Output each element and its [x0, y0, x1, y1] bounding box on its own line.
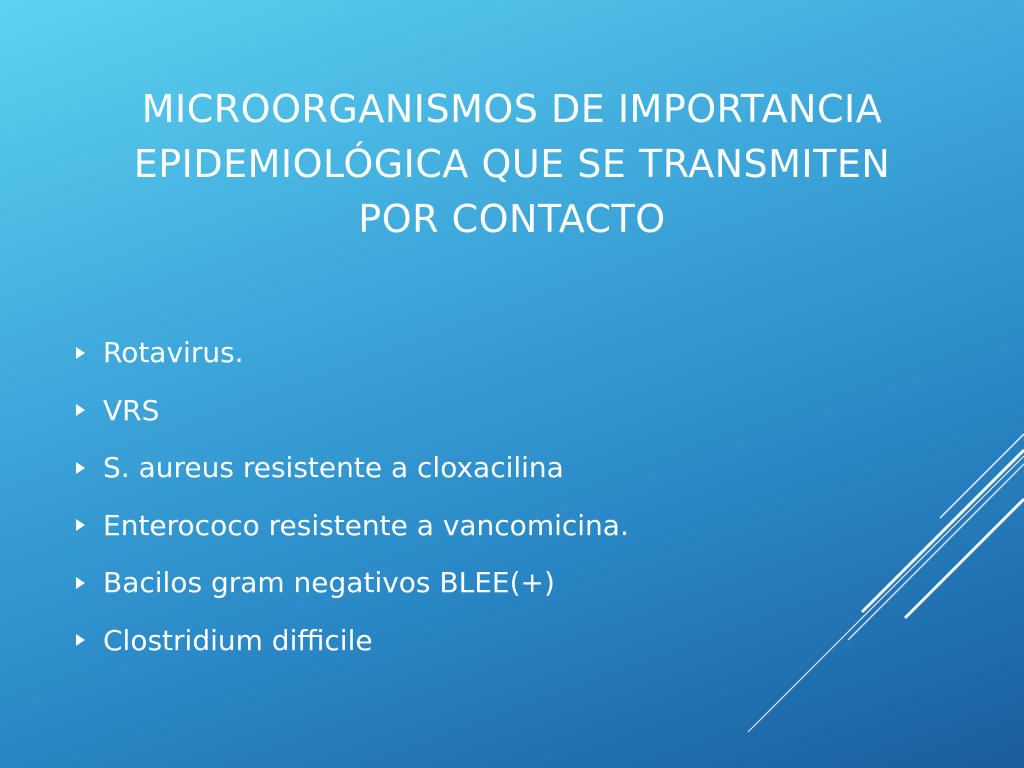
- bullet-text: Clostridium difficile: [103, 623, 373, 657]
- decorative-line: [848, 464, 1024, 640]
- bullet-item: [76, 497, 629, 555]
- bullet-item: [76, 324, 629, 382]
- bullet-item: [76, 382, 629, 440]
- triangle-bullet-icon: [76, 519, 85, 531]
- bullet-list: [76, 324, 629, 669]
- bullet-item: [76, 554, 629, 612]
- title-line-1: MICROORGANISMOS DE IMPORTANCIA: [141, 87, 883, 131]
- title-line-2: EPIDEMIOLÓGICA QUE SE TRANSMITEN: [133, 142, 891, 186]
- bullet-item: [76, 612, 629, 670]
- triangle-bullet-icon: [76, 634, 85, 646]
- triangle-bullet-icon: [76, 347, 85, 359]
- decorative-line: [955, 451, 1024, 520]
- bullet-text: Enterococo resistente a vancomicina.: [103, 508, 629, 542]
- decorative-line: [905, 499, 1024, 618]
- title-line-3: POR CONTACTO: [358, 197, 666, 241]
- bullet-text: Rotavirus.: [103, 336, 244, 370]
- decorative-line: [940, 434, 1024, 518]
- bullet-text: Bacilos gram negativos BLEE(+): [103, 566, 555, 600]
- bullet-text: S. aureus resistente a cloxacilina: [103, 451, 564, 485]
- triangle-bullet-icon: [76, 577, 85, 589]
- bullet-text: VRS: [103, 393, 160, 427]
- decorative-line: [862, 450, 1024, 612]
- slide-title: [70, 82, 954, 247]
- triangle-bullet-icon: [76, 404, 85, 416]
- triangle-bullet-icon: [76, 462, 85, 474]
- decorative-line: [748, 456, 1024, 732]
- bullet-item: [76, 439, 629, 497]
